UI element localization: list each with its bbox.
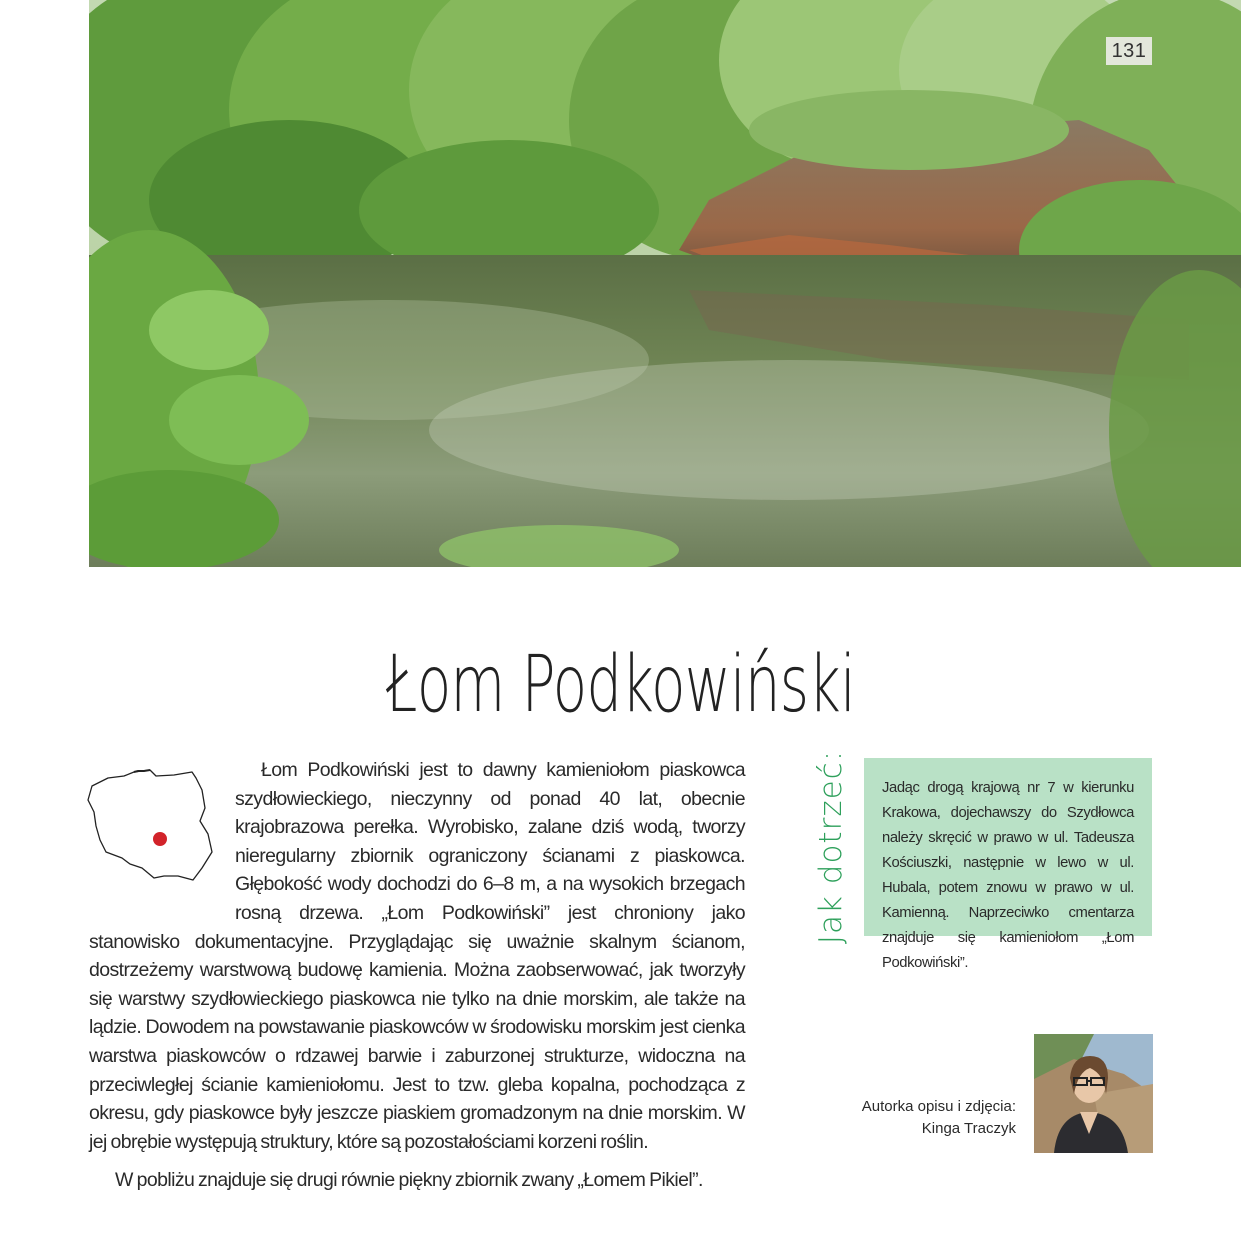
directions-text: Jadąc drogą krajową nr 7 w kierunku Krakowa, dojechawszy do Szydłowca należy skręcić w prawo w ul. Tadeusza Kościuszki, następnie w lewo w ul. Hubala, potem znowu w prawo w ul. Kamienną. Naprzeciwko cmentarza znajduje się kamieniołom „Łom Podkowiński”. bbox=[882, 780, 1134, 971]
page-title: Łom Podkowiński bbox=[386, 640, 855, 731]
article-paragraph-2: W pobliżu znajduje się drugi równie piękny zbiornik zwany „Łomem Pikiel”. bbox=[115, 1169, 703, 1192]
page-number: 131 bbox=[1106, 37, 1152, 65]
author-caption bbox=[860, 1096, 1016, 1140]
directions-box bbox=[864, 758, 1152, 971]
directions-heading-text: Jak dotrzeć: bbox=[813, 749, 849, 945]
map-wrap-spacer bbox=[89, 756, 235, 926]
author-caption-line-1: Autorka opisu i zdjęcia: bbox=[861, 1098, 1016, 1115]
author-name: Kinga Traczyk bbox=[921, 1120, 1016, 1137]
article-body bbox=[89, 756, 745, 1195]
quarry-lake-photo bbox=[89, 0, 1241, 567]
directions-heading bbox=[806, 749, 856, 945]
article-paragraph-1: Łom Podkowiński jest to dawny kamieniołom piaskowca szydłowieckiego, nieczynny od ponad 40 lat, obecnie krajobrazowa perełka. Wyrobisko, zalane dziś wodą, tworzy nieregularny zbiornik ograniczony ścianami z piaskowca. Głębokość wody dochodzi do 6–8 m, a na wysokich brzegach rosną drzewa. „Łom Podkowiński” jest chroniony jako stanowisko dokumentacyjne. Przyglądając się uważnie skalnym ścianom, dostrzeżemy warstwową budowę kamienia. Można zaobserwować, jak tworzyły się warstwy szydłowieckiego piaskowca nie tylko na dnie morskim, ale także na lądzie. Dowodem na powstawanie piaskowców w środowisku morskim jest cienka warstwa piaskowców o rdzawej barwie i zaburzonej strukturze, widoczna na przeciwległej ścianie kamieniołomu. Jest to tzw. gleba kopalna, pochodząca z okresu, gdy piaskowce były jeszcze piaskiem gromadzonym na dnie morskim. W jej obrębie występują struktury, które są pozostałościami korzeni roślin. bbox=[89, 759, 745, 1153]
author-photo bbox=[1034, 1034, 1153, 1153]
